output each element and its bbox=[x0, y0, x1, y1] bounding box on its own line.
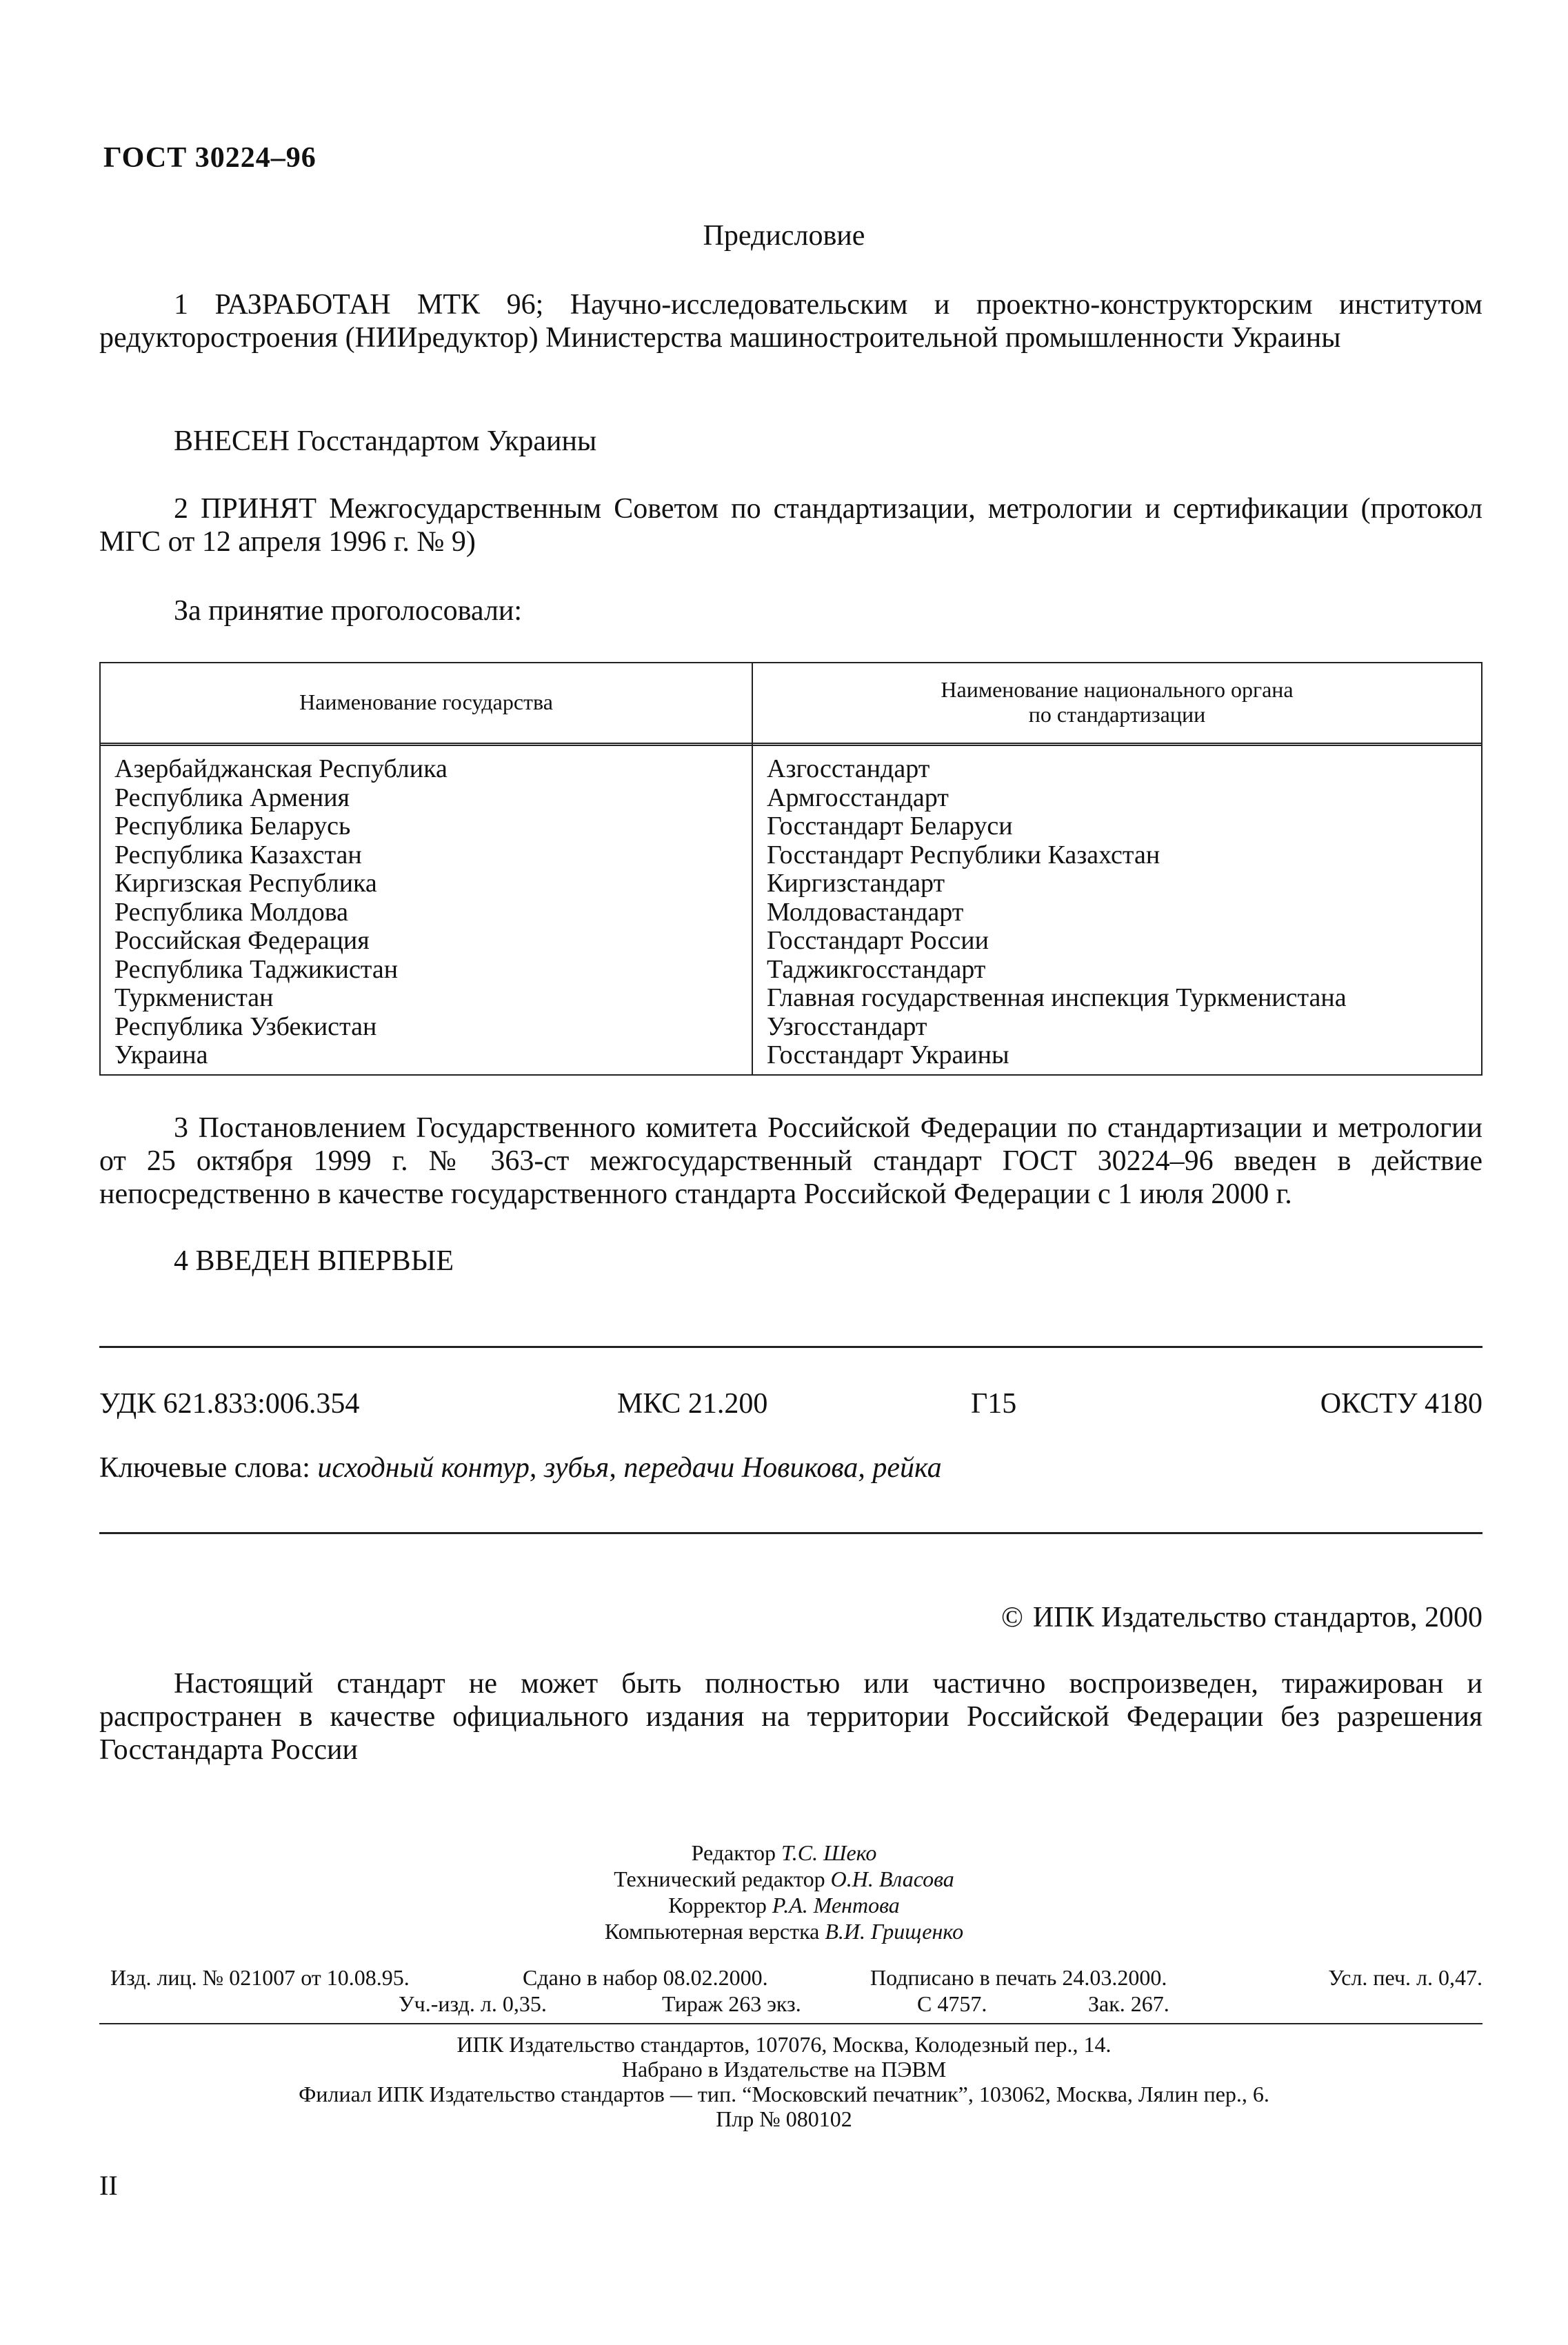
table-cell-state: Украина bbox=[114, 1040, 208, 1069]
table-cell-state: Российская Федерация bbox=[114, 926, 370, 955]
imprint-pub-sheets: Уч.-изд. л. 0,35. bbox=[399, 1991, 547, 2016]
credit-name: Р.А. Ментова bbox=[772, 1893, 900, 1918]
table-cell-body: Госстандарт России bbox=[767, 926, 989, 955]
paragraph-introduced: ВНЕСЕН Госстандартом Украины bbox=[174, 425, 597, 457]
table-cell-body: Таджикгосстандарт bbox=[767, 954, 986, 984]
table-cell-body: Армгосстандарт bbox=[767, 783, 949, 812]
imprint-order: Зак. 267. bbox=[1088, 1991, 1169, 2016]
table-cell-body: Госстандарт Беларуси bbox=[767, 812, 1013, 841]
table-cell-body: Главная государственная инспекция Туркменистана bbox=[767, 983, 1347, 1012]
copyright-icon: © bbox=[1001, 1602, 1023, 1633]
publisher-line: Филиал ИПК Издательство стандартов — тип. “Московский печатник”, 103062, Москва, Лялин пер., 6. bbox=[299, 2082, 1269, 2106]
imprint-signed: Подписано в печать 24.03.2000. bbox=[870, 1965, 1167, 1990]
credit-name: О.Н. Власова bbox=[830, 1866, 954, 1891]
mks-code: МКС 21.200 bbox=[617, 1388, 768, 1420]
imprint-sent: Сдано в набор 08.02.2000. bbox=[523, 1965, 768, 1990]
table-cell-state: Республика Узбекистан bbox=[114, 1012, 377, 1041]
document-id: ГОСТ 30224–96 bbox=[103, 142, 316, 174]
credit-editor bbox=[0, 1840, 1568, 1866]
table-header-national-body bbox=[753, 677, 1481, 727]
table-cell-state: Азербайджанская Республика bbox=[114, 754, 448, 783]
copyright-text: ИПК Издательство стандартов, 2000 bbox=[1032, 1602, 1482, 1633]
okstu-code: ОКСТУ 4180 bbox=[1320, 1388, 1482, 1420]
copyright bbox=[1001, 1601, 1482, 1634]
udk-code: УДК 621.833:006.354 bbox=[99, 1388, 360, 1420]
page-number: II bbox=[99, 2170, 118, 2201]
table-cell-body: Госстандарт Украины bbox=[767, 1040, 1009, 1069]
credit-name: В.И. Грищенко bbox=[825, 1919, 964, 1944]
table-cell-body: Молдовастандарт bbox=[767, 897, 964, 927]
publisher-line: Плр № 080102 bbox=[716, 2106, 852, 2131]
keywords bbox=[99, 1451, 942, 1485]
credit-tech-editor bbox=[0, 1866, 1568, 1892]
imprint-print-sheets: Усл. печ. л. 0,47. bbox=[1328, 1965, 1482, 1990]
table-cell-state: Киргизская Республика bbox=[114, 869, 377, 898]
divider-top bbox=[99, 1346, 1482, 1348]
credit-proofreader bbox=[0, 1892, 1568, 1918]
table-cell-body: Узгосстандарт bbox=[767, 1012, 927, 1041]
publisher-info bbox=[0, 2032, 1568, 2131]
table-column-states bbox=[114, 755, 448, 1070]
table-cell-body: Госстандарт Республики Казахстан bbox=[767, 840, 1160, 869]
imprint-run: Тираж 263 экз. bbox=[662, 1991, 801, 2016]
imprint-c-number: С 4757. bbox=[917, 1991, 987, 2016]
table-header-national-body-line2: по стандартизации bbox=[1028, 702, 1206, 727]
credit-role: Корректор bbox=[668, 1893, 767, 1918]
credit-name: Т.С. Шеко bbox=[781, 1840, 877, 1865]
paragraph-first-introduced: 4 ВВЕДЕН ВПЕРВЫЕ bbox=[174, 1245, 454, 1277]
credit-layout bbox=[0, 1918, 1568, 1944]
paragraph-voted: За принятие проголосовали: bbox=[174, 595, 523, 627]
imprint-divider bbox=[99, 2023, 1482, 2024]
section-title: Предисловие bbox=[703, 220, 865, 252]
credit-role: Технический редактор bbox=[614, 1866, 825, 1891]
paragraph-developed: 1 РАЗРАБОТАН МТК 96; Научно-исследовательским и проектно-конструкторским институтом редукторостроения (НИИредуктор) Министерства машиностроительной промышленности Украины bbox=[99, 289, 1482, 354]
publisher-line: ИПК Издательство стандартов, 107076, Москва, Колодезный пер., 14. bbox=[456, 2032, 1112, 2057]
paragraph-resolution: 3 Постановлением Государственного комитета Российской Федерации по стандартизации и метрологии от 25 октября 1999 г. № 363-ст межгосударственный стандарт ГОСТ 30224–96 введен в действие непосредственно в качестве государственного стандарта Российской Федерации с 1 июля 2000 г. bbox=[99, 1112, 1482, 1210]
table-cell-state: Республика Казахстан bbox=[114, 840, 362, 869]
table-cell-body: Киргизстандарт bbox=[767, 869, 945, 898]
paragraph-adopted: 2 ПРИНЯТ Межгосударственным Советом по стандартизации, метрологии и сертификации (протокол МГС от 12 апреля 1996 г. № 9) bbox=[99, 493, 1482, 558]
classification-code: Г15 bbox=[971, 1388, 1017, 1420]
table-cell-body: Азгосстандарт bbox=[767, 754, 930, 783]
table-cell-state: Республика Таджикистан bbox=[114, 954, 399, 984]
divider-bottom bbox=[99, 1532, 1482, 1534]
table-column-bodies bbox=[767, 755, 1347, 1070]
keywords-label: Ключевые слова: bbox=[99, 1452, 310, 1484]
imprint-license: Изд. лиц. № 021007 от 10.08.95. bbox=[110, 1965, 410, 1990]
table-header-divider bbox=[101, 743, 1481, 746]
credits bbox=[0, 1840, 1568, 1944]
table-cell-state: Туркменистан bbox=[114, 983, 274, 1012]
credit-role: Компьютерная верстка bbox=[604, 1919, 820, 1944]
table-cell-state: Республика Беларусь bbox=[114, 812, 351, 841]
keywords-value: исходный контур, зубья, передачи Новикова, рейка bbox=[317, 1452, 942, 1484]
voting-table bbox=[99, 662, 1482, 1076]
legal-notice: Настоящий стандарт не может быть полностью или частично воспроизведен, тиражирован и распространен в качестве официального издания на территории Российской Федерации без разрешения Госстандарта России bbox=[99, 1668, 1482, 1766]
table-header-national-body-line1: Наименование национального органа bbox=[941, 677, 1294, 702]
table-cell-state: Республика Молдова bbox=[114, 897, 349, 927]
table-cell-state: Республика Армения bbox=[114, 783, 350, 812]
table-header-state: Наименование государства bbox=[299, 690, 553, 714]
publisher-line: Набрано в Издательстве на ПЭВМ bbox=[621, 2057, 947, 2082]
credit-role: Редактор bbox=[691, 1840, 776, 1865]
